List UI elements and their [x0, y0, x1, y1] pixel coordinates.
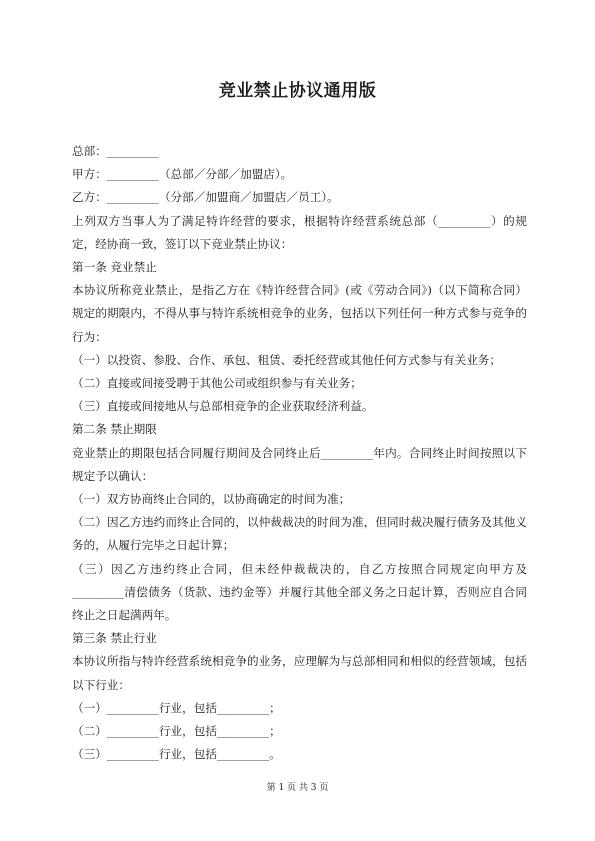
article-3-item-1: （一）_________行业，包括_________；: [72, 700, 281, 715]
document-body: [72, 140, 527, 766]
article-2-item-3: （三）因乙方违约终止合同，但未经仲裁裁决的，自乙方按照合同规定向甲方及_________清偿债务（货款、违约金等）并履行其他全部义务之日起计算，否则应自合同终止之日起满两年。: [72, 561, 527, 623]
article-1-definition: 本协议所称竞业禁止，是指乙方在《特许经营合同》(或《劳动合同》)（以下简称合同）规定的期限内，不得从事与特许系统相竞争的业务，包括以下列任何一种方式参与竞争的行为：: [72, 283, 527, 344]
article-2-heading: 第二条 禁止期限: [72, 422, 157, 437]
paragraph-headquarters: 总部：_________: [72, 144, 159, 158]
article-2-period: 竞业禁止的期限包括合同履行期间及合同终止后_________年内。合同终止时间按照以下规定予以确认：: [72, 445, 527, 483]
article-2-item-2: （二）因乙方违约而终止合同的，以仲裁裁决的时间为准，但同时裁决履行债务及其他义务的，从履行完毕之日起计算；: [72, 515, 527, 553]
article-2-item-1: （一）双方协商终止合同的，以协商确定的时间为准；: [72, 492, 351, 507]
article-3-item-2: （二）_________行业，包括_________；: [72, 724, 281, 739]
paragraph-party-b: 乙方：_________（分部／加盟商／加盟店／员工）。: [72, 190, 339, 205]
article-3-item-3: （三）_________行业，包括_________。: [72, 747, 281, 762]
article-3-scope: 本协议所指与特许经营系统相竞争的业务，应理解为与总部相同和相似的经营领域，包括以下行业：: [72, 654, 527, 692]
article-1-item-2: （二）直接或间接受聘于其他公司或组织参与有关业务；: [72, 376, 362, 391]
article-1-heading: 第一条 竞业禁止: [72, 260, 157, 275]
article-1-item-3: （三）直接或间接地从与总部相竞争的企业获取经济利益。: [72, 399, 374, 414]
paragraph-party-a: 甲方：_________（总部／分部／加盟店）。: [72, 167, 293, 182]
paragraph-preamble: 上列双方当事人为了满足特许经营的要求，根据特许经营系统总部（_________）的规定，经协商一致，签订以下竞业禁止协议：: [72, 213, 527, 251]
article-3-heading: 第三条 禁止行业: [72, 631, 157, 646]
document-title: 竞业禁止协议通用版: [218, 81, 377, 101]
article-1-item-1: （一）以投资、参股、合作、承包、租赁、委托经营或其他任何方式参与有关业务；: [72, 352, 501, 367]
page-number: 第 1 页 共 3 页: [266, 783, 329, 793]
